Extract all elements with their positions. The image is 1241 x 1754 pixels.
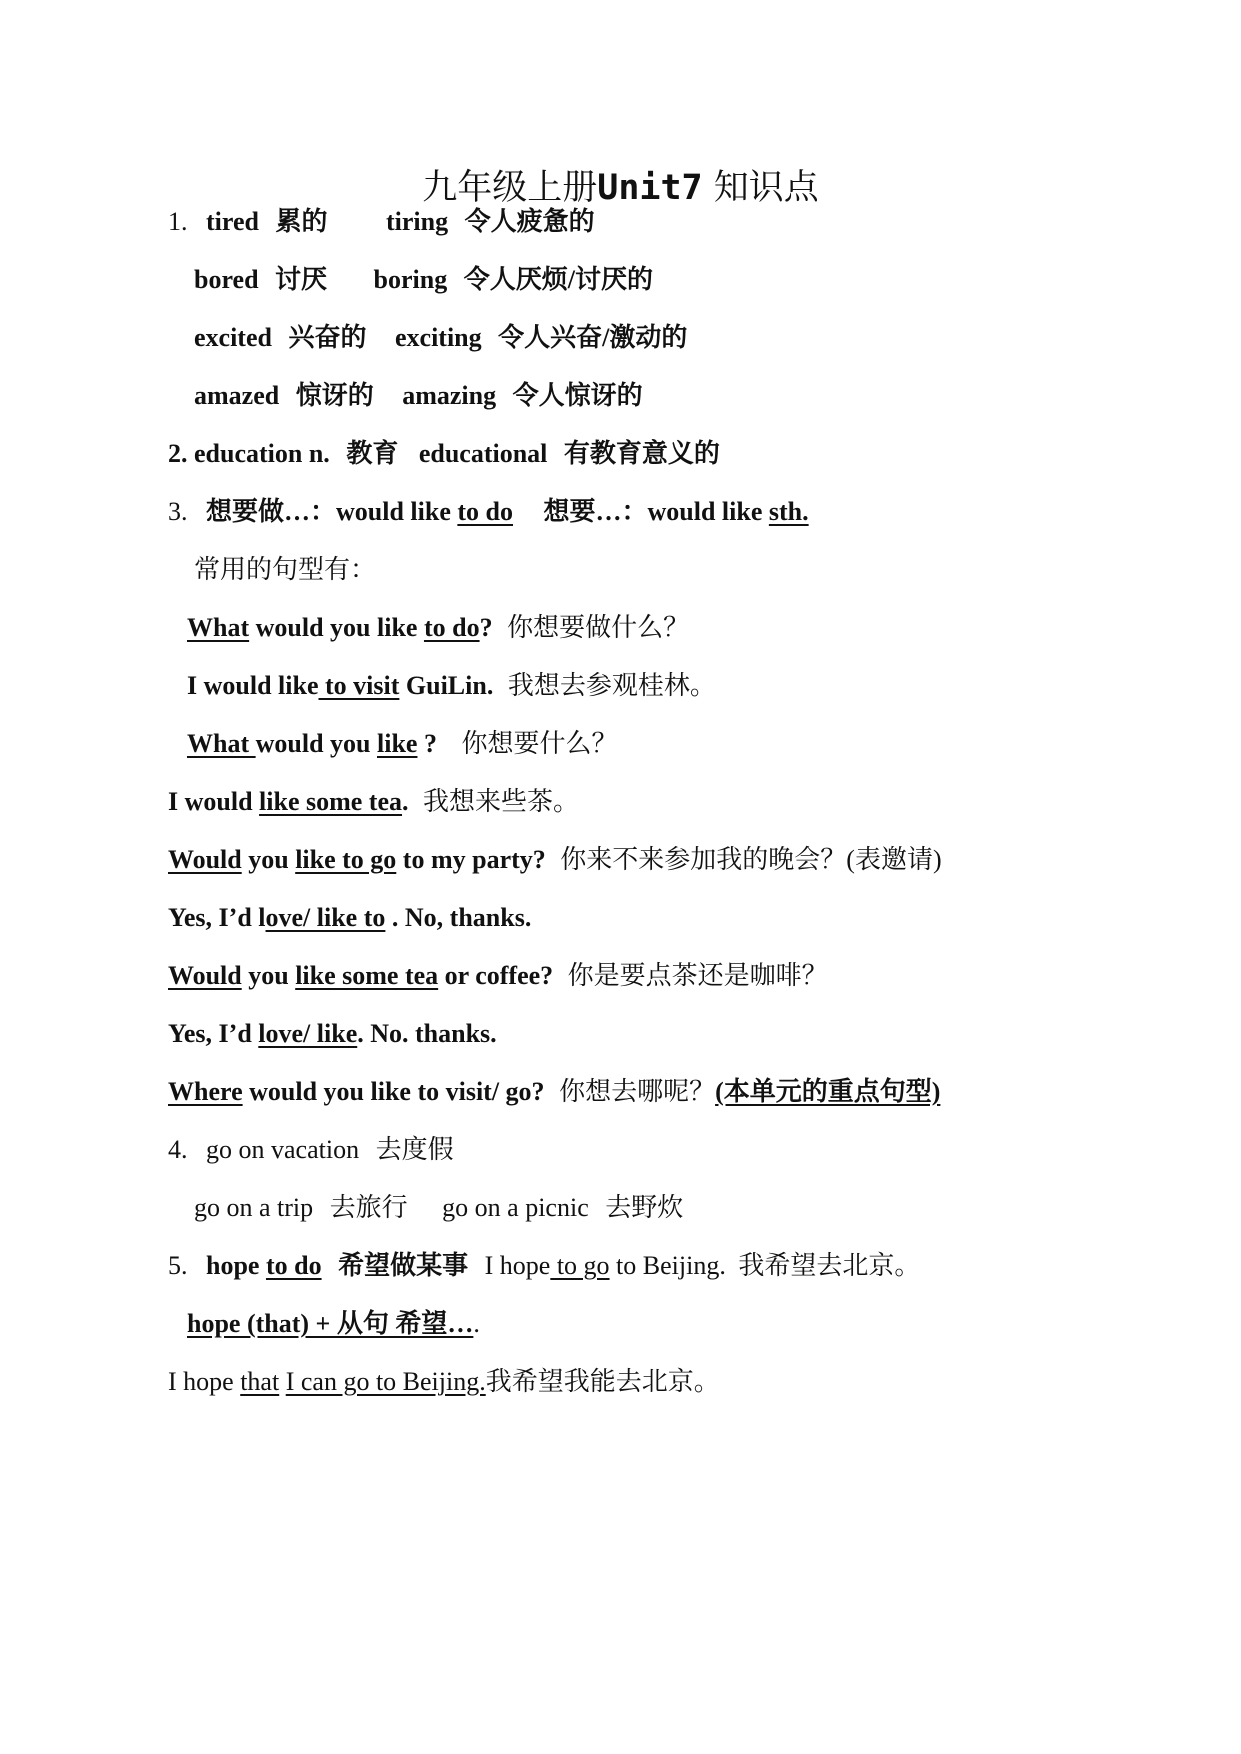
phrase-trip: go on a trip [194,1193,314,1222]
s3-l3-cn: 你想要什么？ [461,729,618,758]
word-educational-cn: 有教育意义的 [563,439,720,468]
s3-l5-party: to my party? [402,845,546,874]
phrase-picnic: go on a picnic [442,1193,589,1222]
word-excited: excited [194,323,272,352]
s3-line1 [187,610,689,646]
s3-l2-cn: 我想去参观桂林。 [507,671,716,700]
s3-l1-q: ? [479,613,493,642]
s3-l5-you: you [248,845,289,874]
s3-l6-love: ove/ like to [265,903,386,932]
word-bored: bored [194,265,259,294]
s2-row [168,436,720,472]
word-excited-cn: 兴奋的 [288,323,367,352]
s3-l4-tea: like some tea [259,787,403,816]
word-exciting-cn: 令人兴奋/激动的 [498,323,688,352]
word-tired-cn: 累的 [275,207,328,236]
s3-l9-mid: would you like to visit/ go? [249,1077,545,1106]
s3-line8 [168,1016,497,1052]
word-boring-cn: 令人厌烦/讨厌的 [463,265,653,294]
s3-l7-you: you [248,961,289,990]
s5-row2 [187,1306,480,1342]
word-education-cn: 教育 [346,439,399,468]
s3-would-like-do: 想要做…：would like [206,497,451,526]
s3-l3-like: like [377,729,418,758]
s5-r3-ihope: I hope [168,1367,234,1396]
word-tired: tired [206,207,259,236]
s3-l7-coffee: or coffee? [444,961,554,990]
s3-l4-a: I would [168,787,253,816]
s1-row1 [168,204,595,240]
s5-beijing: to Beijing. [616,1251,726,1280]
s5-hope: hope [206,1251,260,1280]
s3-l2-a: I would like [187,671,319,700]
s5-r3-clause: I can go to Beijing. [285,1367,486,1396]
word-amazing: amazing [402,381,497,410]
s3-l6-no: . No, thanks. [391,903,532,932]
s3-sth: sth. [768,497,809,526]
s2-number: 2. [168,439,188,468]
s3-line5 [168,842,942,878]
s3-l4-cn: 我想来些茶。 [423,787,580,816]
s3-l1-what: What [187,613,250,642]
s1-number: 1. [168,207,188,236]
word-amazed: amazed [194,381,280,410]
s1-row2 [194,262,653,298]
s3-l3-mid: would you [255,729,371,758]
s3-l4-dot: . [402,787,409,816]
s1-row3 [194,320,687,356]
s3-l3-what: What [187,729,256,758]
s3-l8-a: Yes, I’d [168,1019,252,1048]
word-tiring: tiring [385,207,449,236]
s3-l8-love: love/ like [258,1019,358,1048]
s5-number: 5. [168,1251,188,1280]
s1-row4 [194,378,643,414]
phrase-trip-cn: 去旅行 [329,1193,408,1222]
s4-row2 [194,1190,683,1226]
s5-r3-cn: 我希望我能去北京。 [485,1367,720,1396]
word-education: education n. [194,439,330,468]
s5-row1 [168,1248,920,1284]
s3-l5-liketogo: like to go [295,845,397,874]
s5-cn: 我希望去北京。 [738,1251,921,1280]
title-unit: Unit7 [597,168,703,208]
s5-todo: to do [265,1251,322,1280]
s3-line3 [187,726,617,762]
s3-l7-tea: like some tea [295,961,439,990]
word-bored-cn: 讨厌 [275,265,328,294]
s3-heading [168,494,809,530]
page-title [0,160,1241,210]
s3-would-like-sth: 想要…：would like [543,497,763,526]
s3-line2 [187,668,716,704]
s4-row1 [168,1132,454,1168]
s3-pattern-label: 常用的句型有： [194,555,377,584]
s3-number: 3. [168,497,188,526]
s5-hope-cn: 希望做某事 [338,1251,469,1280]
word-educational: educational [418,439,548,468]
s3-l8-no: . No. thanks. [357,1019,497,1048]
s3-l9-where: Where [168,1077,243,1106]
title-cn: 九年级上册 [422,168,598,208]
s3-l9-cn: 你想去哪呢？ [559,1077,716,1106]
s5-ihope: I hope [484,1251,551,1280]
s5-dot: . [473,1309,480,1338]
s3-l9-key: (本单元的重点句型) [715,1077,941,1106]
s3-l5-would: Would [168,845,242,874]
s3-l1-todo: to do [423,613,480,642]
s5-togo: to go [550,1251,610,1280]
s3-l6-a: Yes, I’d l [168,903,266,932]
s3-l2-guilin: GuiLin. [405,671,494,700]
phrase-vacation: go on vacation [206,1135,360,1164]
title-cn2: 知识点 [713,168,819,208]
s3-line6 [168,900,531,936]
phrase-picnic-cn: 去野炊 [605,1193,684,1222]
s3-l1-cn: 你想要做什么？ [507,613,690,642]
s3-to-do: to do [457,497,513,526]
s3-l5-cn: 你来不来参加我的晚会？(表邀请) [560,845,942,874]
s3-line7 [168,958,828,994]
s3-l2-tovisit: to visit [318,671,400,700]
word-tiring-cn: 令人疲惫的 [464,207,595,236]
phrase-vacation-cn: 去度假 [375,1135,454,1164]
word-boring: boring [373,265,448,294]
word-amazed-cn: 惊讶的 [295,381,374,410]
s3-line4 [168,784,579,820]
s4-number: 4. [168,1135,188,1164]
s3-l3-q: ? [423,729,437,758]
s5-hope-that: hope (that) + 从句 希望… [187,1309,474,1338]
s5-row3 [168,1364,720,1400]
s3-l1-mid: would you like [255,613,418,642]
s3-l7-cn: 你是要点茶还是咖啡？ [567,961,828,990]
s5-r3-that: that [240,1367,280,1396]
word-amazing-cn: 令人惊讶的 [512,381,643,410]
word-exciting: exciting [394,323,482,352]
s3-l7-would: Would [168,961,242,990]
s3-line9 [168,1074,940,1110]
